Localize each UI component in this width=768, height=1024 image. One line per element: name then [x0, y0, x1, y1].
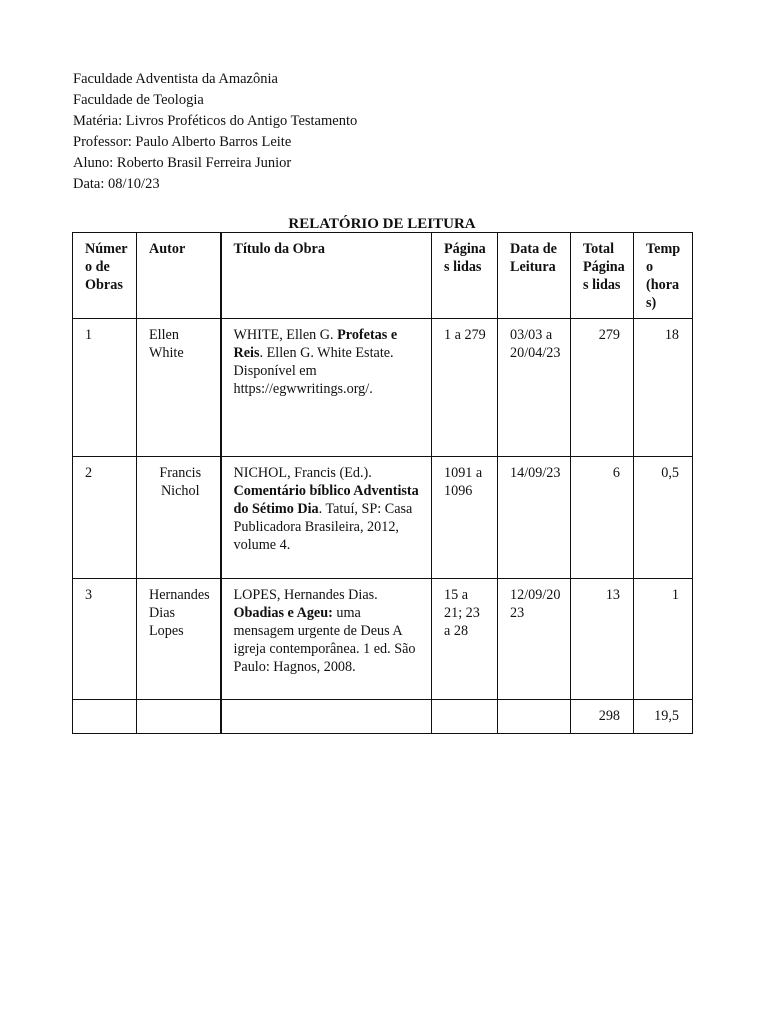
title-citation-start: NICHOL, Francis (Ed.). — [233, 465, 372, 481]
institution-line: Faculdade Adventista da Amazônia — [73, 71, 278, 87]
cell-title — [221, 457, 432, 579]
title-book-name: Comentário bíblico Adventista do Sétimo Dia — [233, 483, 419, 517]
cell-pages: 1 a 279 — [432, 319, 498, 457]
column-header-date: Data de Leitura — [498, 233, 571, 319]
title-citation-start: LOPES, Hernandes Dias. — [233, 587, 378, 603]
title-citation-start: WHITE, Ellen G. — [233, 327, 338, 343]
column-header-time: Tempo (horas) — [634, 233, 693, 319]
professor-line: Professor: Paulo Alberto Barros Leite — [73, 134, 292, 150]
empty-cell — [498, 700, 571, 734]
table-row — [73, 457, 693, 579]
title-citation-end: . Ellen G. White Estate. Disponível em https://egwwritings.org/. — [233, 345, 394, 397]
cell-time: 0,5 — [634, 457, 693, 579]
subject-line: Matéria: Livros Proféticos do Antigo Testamento — [73, 113, 358, 129]
total-time-sum: 19,5 — [634, 700, 693, 734]
title-book-name: Profetas e Reis — [233, 327, 398, 361]
total-pages-sum: 298 — [571, 700, 634, 734]
cell-title — [221, 579, 432, 700]
report-title: RELATÓRIO DE LEITURA — [288, 216, 476, 232]
date-line: Data: 08/10/23 — [73, 176, 160, 192]
column-header-author: Autor — [137, 233, 221, 319]
cell-number: 3 — [73, 579, 137, 700]
cell-time: 18 — [634, 319, 693, 457]
empty-cell — [73, 700, 137, 734]
column-header-title: Título da Obra — [221, 233, 432, 319]
cell-time: 1 — [634, 579, 693, 700]
title-book-name: Obadias e Ageu: — [233, 605, 333, 621]
cell-total-pages: 279 — [571, 319, 634, 457]
student-line: Aluno: Roberto Brasil Ferreira Junior — [73, 155, 292, 171]
empty-cell — [432, 700, 498, 734]
cell-total-pages: 13 — [571, 579, 634, 700]
table-row — [73, 319, 693, 457]
table-row — [73, 579, 693, 700]
faculty-line: Faculdade de Teologia — [73, 92, 204, 108]
cell-number: 1 — [73, 319, 137, 457]
cell-author: Francis Nichol — [137, 457, 221, 579]
cell-date: 12/09/2023 — [498, 579, 571, 700]
empty-cell — [137, 700, 221, 734]
table-header-row — [73, 233, 693, 319]
totals-row — [73, 700, 693, 734]
cell-pages: 1091 a 1096 — [432, 457, 498, 579]
column-header-pages: Páginas lidas — [432, 233, 498, 319]
column-header-total-pages: Total Páginas lidas — [571, 233, 634, 319]
column-header-number: Número de Obras — [73, 233, 137, 319]
cell-author: Hernandes Dias Lopes — [137, 579, 221, 700]
title-citation-end: uma mensagem urgente de Deus A igreja contemporânea. 1 ed. São Paulo: Hagnos, 2008. — [233, 605, 416, 675]
title-citation-end: . Tatuí, SP: Casa Publicadora Brasileira, 2012, volume 4. — [233, 501, 413, 553]
cell-date: 14/09/23 — [498, 457, 571, 579]
cell-title — [221, 319, 432, 457]
cell-pages: 15 a 21; 23 a 28 — [432, 579, 498, 700]
cell-date: 03/03 a 20/04/23 — [498, 319, 571, 457]
reading-report-table — [72, 232, 693, 734]
cell-total-pages: 6 — [571, 457, 634, 579]
document-header — [73, 69, 357, 195]
cell-number: 2 — [73, 457, 137, 579]
cell-author: Ellen White — [137, 319, 221, 457]
empty-cell — [221, 700, 432, 734]
